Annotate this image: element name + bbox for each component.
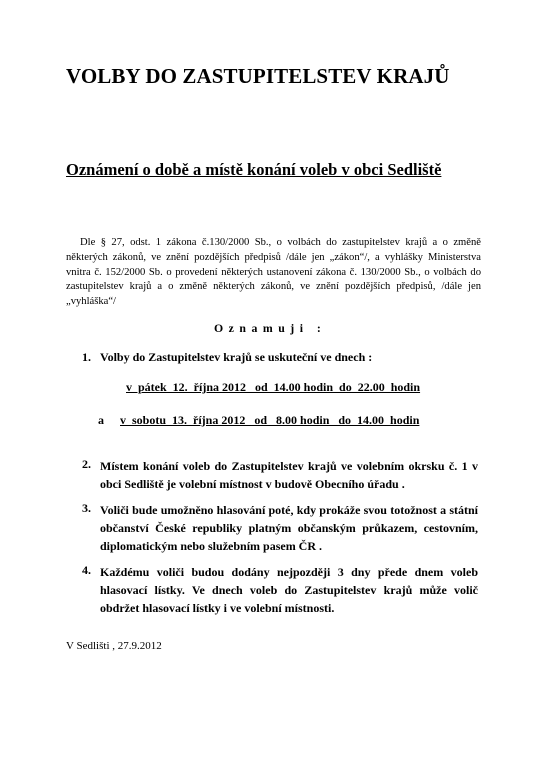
document-title: VOLBY DO ZASTUPITELSTEV KRAJŮ	[66, 64, 450, 88]
item-3-number: 3.	[82, 501, 91, 515]
item-1-number: 1.	[82, 350, 91, 364]
place-date: V Sedlišti , 27.9.2012	[66, 640, 162, 652]
item-3-text: Voliči bude umožněno hlasování poté, kdy prokáže svou totožnost a státní občanství České republiky platným občanským průkazem, cestovním, diplomatickým nebo služebním pasem ČR .	[100, 503, 478, 553]
election-date-friday: v pátek 12. října 2012 od 14.00 hodin do 22.00 hodin	[126, 380, 421, 394]
item-2-number: 2.	[82, 457, 91, 471]
announce-heading: Oznamuji :	[214, 321, 327, 335]
item-1-text: Volby do Zastupitelstev krajů se uskuteční ve dnech :	[100, 350, 373, 364]
announcement-subtitle: Oznámení o době a místě konání voleb v obci Sedliště	[66, 160, 442, 179]
item-2-text: Místem konání voleb do Zastupitelstev krajů ve volebním okrsku č. 1 v obci Sedliště je volební místnost v budově Obecního úřadu .	[100, 459, 478, 491]
item-1-connector: a	[98, 413, 104, 427]
election-date-saturday: v sobotu 13. října 2012 od 8.00 hodin do 14.00 hodin	[120, 413, 420, 427]
item-4-number: 4.	[82, 563, 91, 577]
item-4-text: Každému voliči budou dodány nejpozději 3 dny přede dnem voleb hlasovací lístky. Ve dnech voleb do Zastupitelstev krajů může volič obdržet hlasovací lístky i ve volební místnosti.	[100, 565, 478, 615]
legal-intro-paragraph: Dle § 27, odst. 1 zákona č.130/2000 Sb., o volbách do zastupitelstev krajů a o změně některých zákonů, ve znění pozdějších předpisů /dále jen „zákon“/, a vyhlášky Ministerstva vnitra č. 152/2000 Sb. o provedení některých ustanovení zákona č. 130/2000 Sb., o volbách do zastupitelstev krajů a o změně některých zákonů, ve znění pozdějších předpisů, /dále jen „vyhláška“/	[66, 237, 481, 308]
